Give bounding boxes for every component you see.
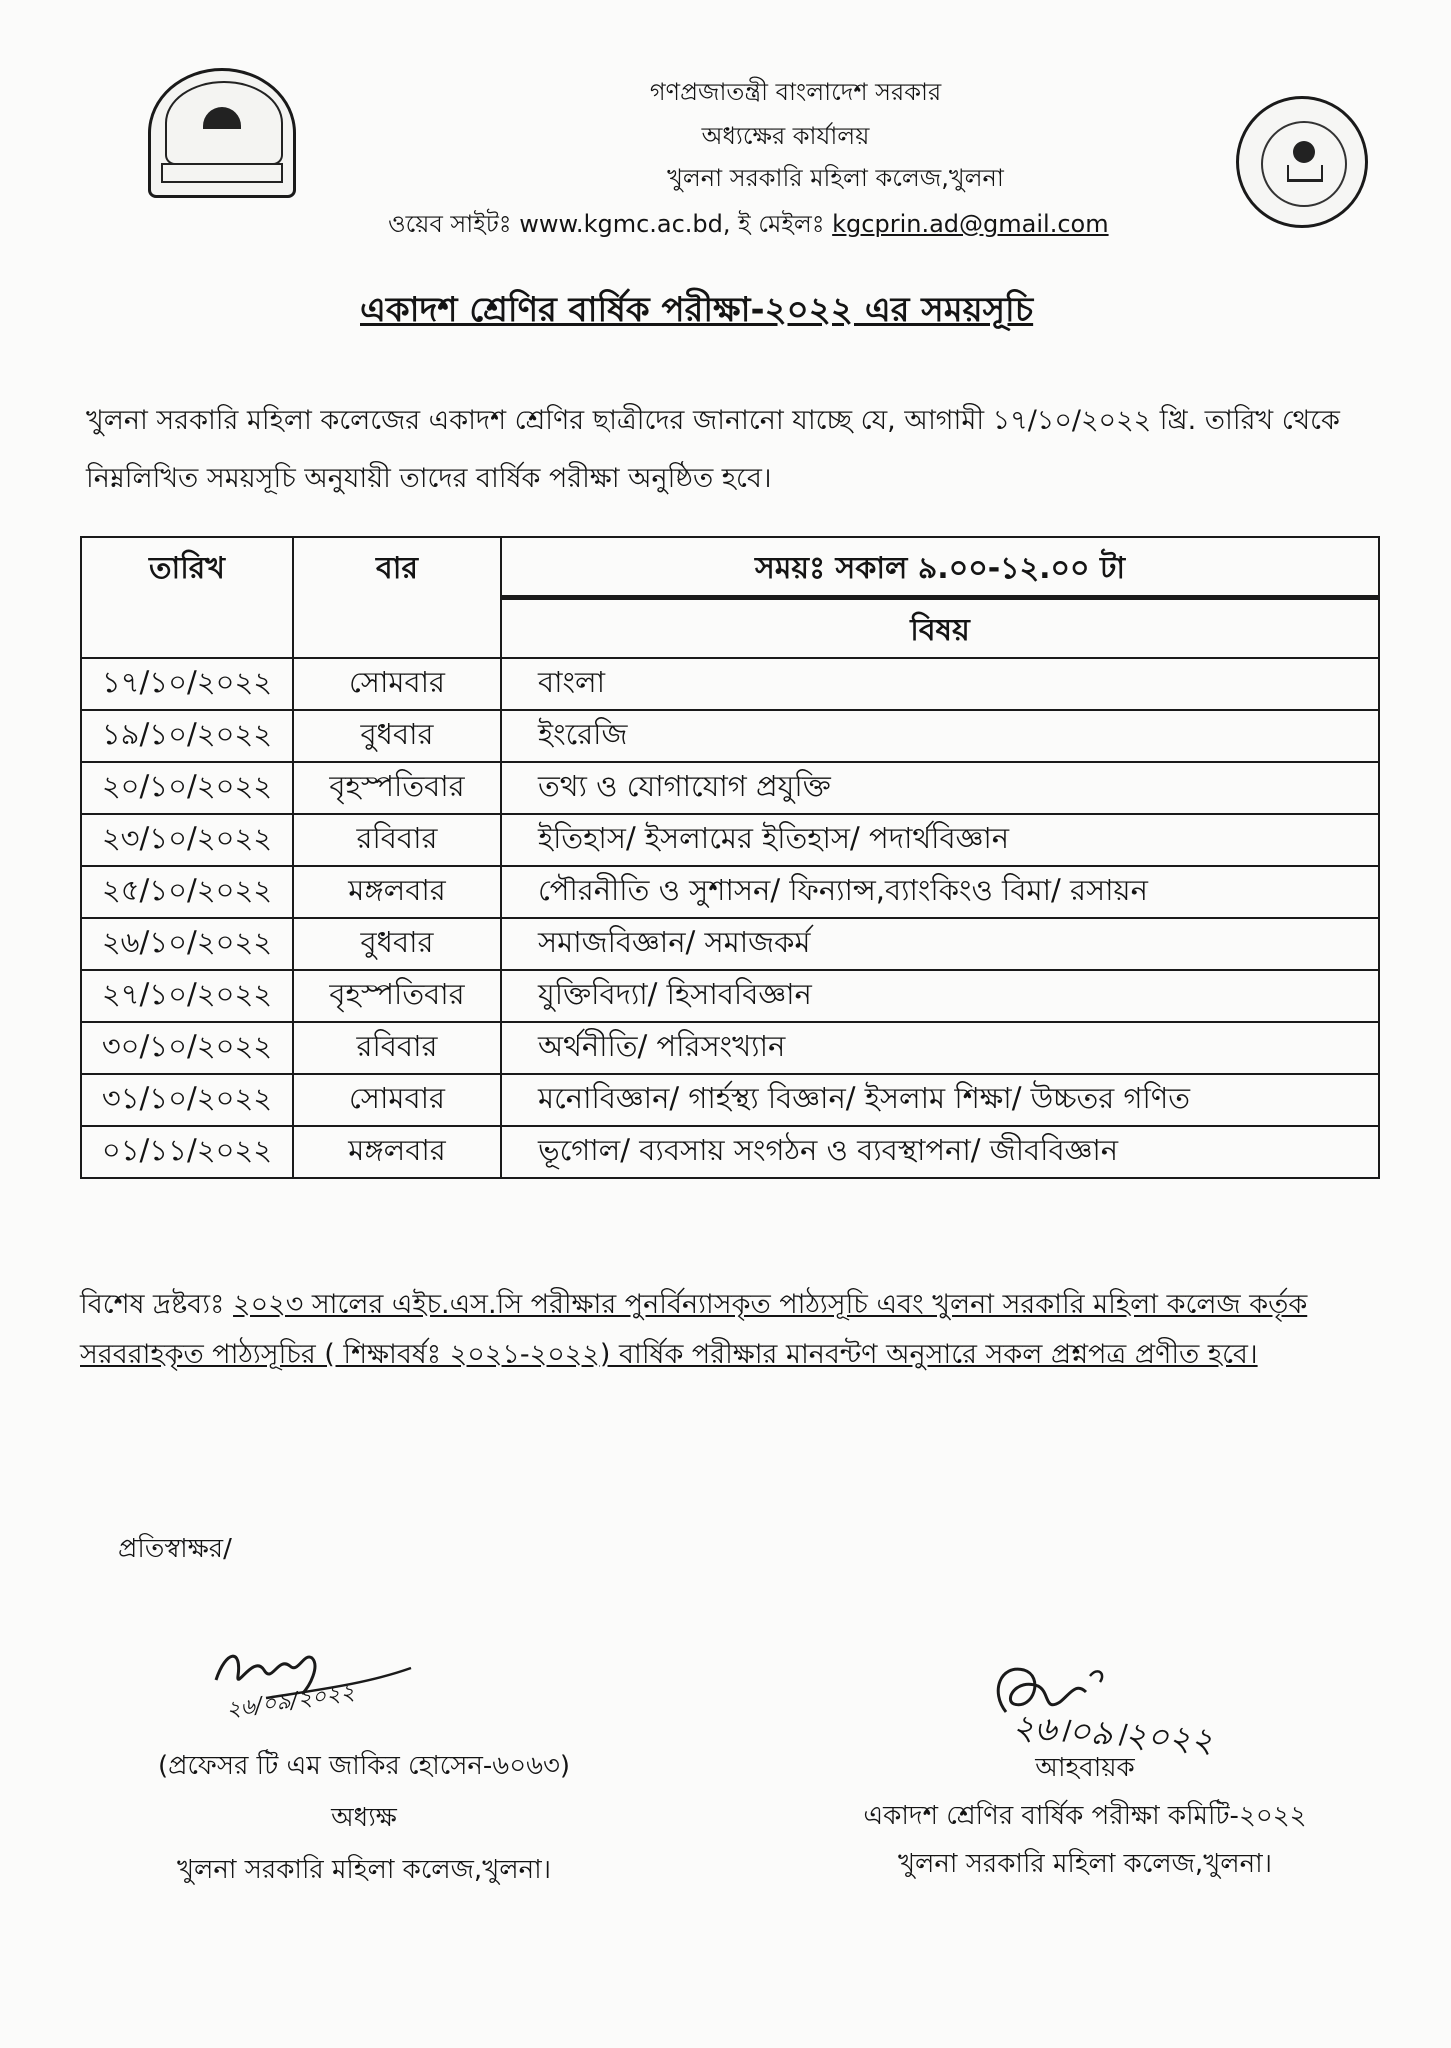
row-subject: সমাজবিজ্ঞান/ সমাজকর্ম: [501, 918, 1379, 970]
row-subject: অর্থনীতি/ পরিসংখ্যান: [501, 1022, 1379, 1074]
contact-line: [388, 206, 1109, 246]
row-date: ১৭/১০/২০২২: [81, 658, 293, 710]
row-date: ২৬/১০/২০২২: [81, 918, 293, 970]
table-row: [81, 866, 1379, 918]
row-subject: বাংলা: [501, 658, 1379, 710]
web-label: ওয়েব সাইটঃ: [388, 210, 512, 238]
convener-designation: আহবায়ক: [1035, 1753, 1135, 1783]
row-date: ০১/১১/২০২২: [81, 1126, 293, 1178]
row-date: ২৭/১০/২০২২: [81, 970, 293, 1022]
website-link[interactable]: www.kgmc.ac.bd,: [519, 210, 731, 238]
row-date: ১৯/১০/২০২২: [81, 710, 293, 762]
col-header-date: তারিখ: [81, 537, 293, 658]
principal-institution: খুলনা সরকারি মহিলা কলেজ,খুলনা।: [176, 1855, 552, 1885]
row-date: ২৫/১০/২০২২: [81, 866, 293, 918]
principal-sign-date: ২৬/০৯/২০২২: [224, 1680, 357, 1723]
row-subject: যুক্তিবিদ্যা/ হিসাববিজ্ঞান: [501, 970, 1379, 1022]
table-row: [81, 710, 1379, 762]
intro-paragraph: খুলনা সরকারি মহিলা কলেজের একাদশ শ্রেণির ছাত্রীদের জানানো যাচ্ছে যে, আগামী ১৭/১০/২০২২ খ্রি. তারিখ থেকে নিম্নলিখিত সময়সূচি অনুযায়ী তাদের বার্ষিক পরীক্ষা অনুষ্ঠিত হবে।: [86, 405, 1340, 494]
row-day: মঙ্গলবার: [293, 866, 501, 918]
email-link[interactable]: kgcprin.ad@gmail.com: [832, 210, 1109, 238]
convener-signature-block: [800, 1744, 1370, 1888]
table-row: [81, 918, 1379, 970]
col-header-subject: বিষয়: [501, 598, 1379, 659]
special-note: [80, 1280, 1370, 1380]
table-row: [81, 658, 1379, 710]
row-day: বুধবার: [293, 710, 501, 762]
row-day: সোমবার: [293, 658, 501, 710]
college-heading: খুলনা সরকারি মহিলা কলেজ,খুলনা: [667, 164, 1004, 192]
table-row: [81, 970, 1379, 1022]
row-date: ৩১/১০/২০২২: [81, 1074, 293, 1126]
table-row: [81, 1126, 1379, 1178]
countersign-label: প্রতিস্বাক্ষর/: [118, 1534, 232, 1564]
row-date: ৩০/১০/২০২২: [81, 1022, 293, 1074]
principal-name: (প্রফেসর টি এম জাকির হোসেন-৬০৬৩): [157, 1751, 571, 1781]
row-subject: মনোবিজ্ঞান/ গার্হস্থ্য বিজ্ঞান/ ইসলাম শিক্ষা/ উচ্চতর গণিত: [501, 1074, 1379, 1126]
row-subject: পৌরনীতি ও সুশাসন/ ফিন্যান্স,ব্যাংকিংও বিমা/ রসায়ন: [501, 866, 1379, 918]
row-day: বৃহস্পতিবার: [293, 970, 501, 1022]
row-day: রবিবার: [293, 814, 501, 866]
table-row: [81, 814, 1379, 866]
row-day: বুধবার: [293, 918, 501, 970]
col-header-day: বার: [293, 537, 501, 658]
row-subject: ইতিহাস/ ইসলামের ইতিহাস/ পদার্থবিজ্ঞান: [501, 814, 1379, 866]
principal-signature-block: [104, 1740, 624, 1896]
email-label: ই মেইলঃ: [738, 210, 825, 238]
row-day: রবিবার: [293, 1022, 501, 1074]
note-label: বিশেষ দ্রষ্টব্যঃ: [80, 1289, 225, 1320]
row-day: সোমবার: [293, 1074, 501, 1126]
row-subject: তথ্য ও যোগাযোগ প্রযুক্তি: [501, 762, 1379, 814]
table-row: [81, 1074, 1379, 1126]
principal-designation: অধ্যক্ষ: [331, 1803, 397, 1833]
convener-institution: খুলনা সরকারি মহিলা কলেজ,খুলনা।: [897, 1849, 1273, 1879]
row-subject: ভূগোল/ ব্যবসায় সংগঠন ও ব্যবস্থাপনা/ জীববিজ্ঞান: [501, 1126, 1379, 1178]
row-subject: ইংরেজি: [501, 710, 1379, 762]
committee-name: একাদশ শ্রেণির বার্ষিক পরীক্ষা কমিটি-২০২২: [863, 1801, 1307, 1831]
govt-heading: গণপ্রজাতন্ত্রী বাংলাদেশ সরকার: [649, 78, 942, 106]
table-row: [81, 1022, 1379, 1074]
row-day: বৃহস্পতিবার: [293, 762, 501, 814]
exam-schedule-table: [80, 536, 1380, 1179]
convener-sign-date: ২৬।০৯।২০২২: [1011, 1707, 1215, 1761]
office-heading: অধ্যক্ষের কার্যালয়: [701, 122, 870, 150]
col-header-time: সময়ঃ সকাল ৯.০০-১২.০০ টা: [501, 537, 1379, 598]
note-text: ২০২৩ সালের এইচ.এস.সি পরীক্ষার পুনর্বিন্যাসকৃত পাঠ্যসূচি এবং খুলনা সরকারি মহিলা কলেজ কর্তৃক সরবরাহকৃত পাঠ্যসূচির ( শিক্ষাবর্ষঃ ২০২১-২০২২) বার্ষিক পরীক্ষার মানবন্টণ অনুসারে সকল প্রশ্নপত্র প্রণীত হবে।: [80, 1289, 1308, 1370]
table-row: [81, 762, 1379, 814]
row-day: মঙ্গলবার: [293, 1126, 501, 1178]
row-date: ২৩/১০/২০২২: [81, 814, 293, 866]
notice-title: একাদশ শ্রেণির বার্ষিক পরীক্ষা-২০২২ এর সময়সূচি: [360, 290, 1034, 330]
row-date: ২০/১০/২০২২: [81, 762, 293, 814]
